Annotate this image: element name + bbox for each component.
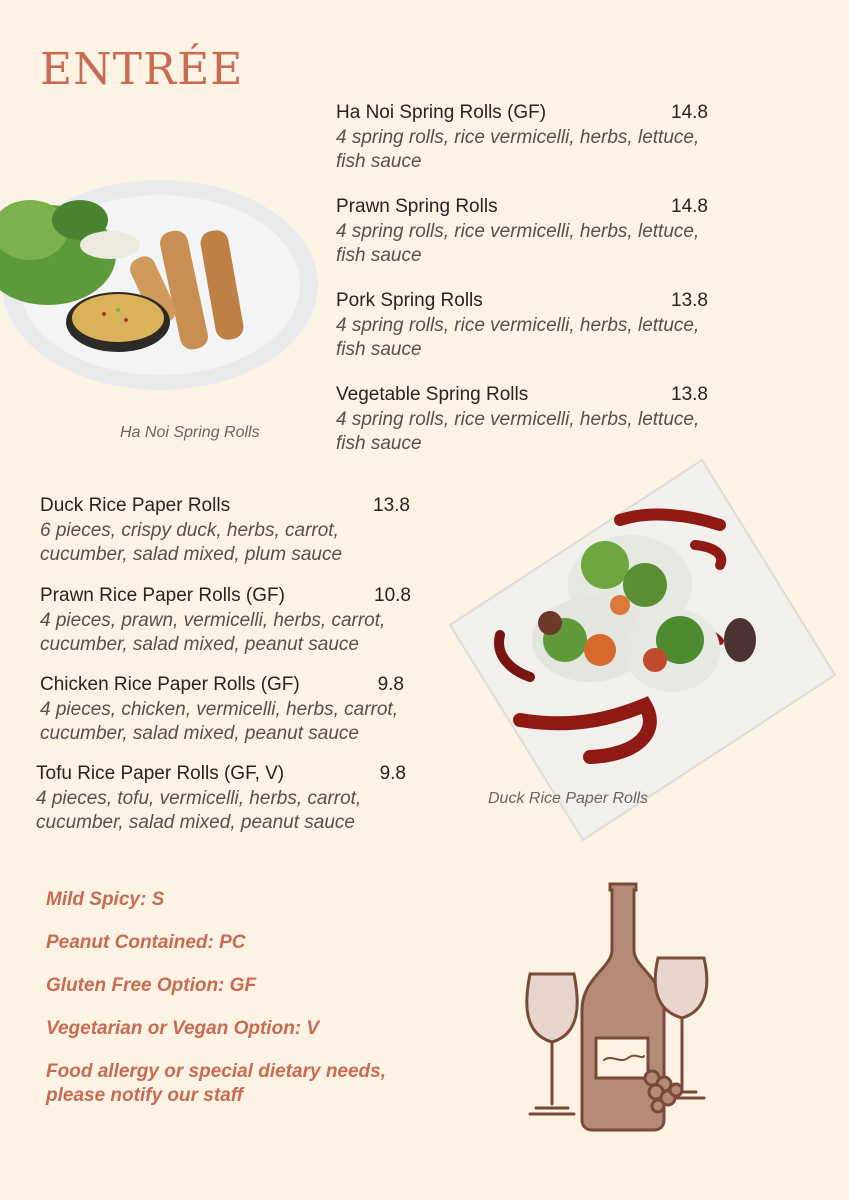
item-name: Prawn Rice Paper Rolls (GF) xyxy=(40,585,285,606)
menu-item xyxy=(40,673,404,746)
item-description: 4 pieces, prawn, vermicelli, herbs, carrot, cucumber, salad mixed, peanut sauce xyxy=(40,610,386,655)
item-name: Pork Spring Rolls xyxy=(336,290,483,311)
spring-rolls-caption: Ha Noi Spring Rolls xyxy=(120,424,260,441)
note-mild-spicy: Mild Spicy: S xyxy=(46,889,165,910)
rice-paper-caption: Duck Rice Paper Rolls xyxy=(488,790,649,807)
item-price: 13.8 xyxy=(671,290,708,311)
menu-item xyxy=(336,289,708,362)
rice-paper-rolls-image xyxy=(440,455,845,845)
item-name: Duck Rice Paper Rolls xyxy=(40,495,231,516)
item-name: Prawn Spring Rolls xyxy=(336,196,498,217)
item-name: Chicken Rice Paper Rolls (GF) xyxy=(40,674,300,695)
menu-item xyxy=(36,762,406,835)
note-vegetarian: Vegetarian or Vegan Option: V xyxy=(46,1018,320,1039)
spring-rolls-plate-image xyxy=(0,160,330,400)
item-description: 4 spring rolls, rice vermicelli, herbs, lettuce, fish sauce xyxy=(336,127,700,172)
item-description: 6 pieces, crispy duck, herbs, carrot, cucumber, salad mixed, plum sauce xyxy=(40,520,343,565)
item-description: 4 spring rolls, rice vermicelli, herbs, lettuce, fish sauce xyxy=(336,409,700,454)
item-price: 10.8 xyxy=(374,585,411,606)
dietary-notes xyxy=(46,888,396,1127)
note-allergy: Food allergy or special dietary needs, please notify our staff xyxy=(46,1061,387,1106)
menu-item xyxy=(336,195,708,268)
item-description: 4 spring rolls, rice vermicelli, herbs, lettuce, fish sauce xyxy=(336,221,700,266)
item-description: 4 pieces, tofu, vermicelli, herbs, carrot, cucumber, salad mixed, peanut sauce xyxy=(36,788,362,833)
note-gluten-free: Gluten Free Option: GF xyxy=(46,975,257,996)
note-peanut: Peanut Contained: PC xyxy=(46,932,246,953)
item-name: Tofu Rice Paper Rolls (GF, V) xyxy=(36,763,285,784)
wine-bottle-glasses-icon xyxy=(500,878,720,1138)
item-description: 4 pieces, chicken, vermicelli, herbs, carrot, cucumber, salad mixed, peanut sauce xyxy=(40,699,398,744)
page-title: ENTRÉE xyxy=(40,44,244,95)
item-price: 13.8 xyxy=(373,495,410,516)
item-price: 14.8 xyxy=(671,196,708,217)
item-name: Vegetable Spring Rolls xyxy=(336,384,529,405)
item-price: 9.8 xyxy=(377,674,404,695)
item-price: 9.8 xyxy=(379,763,406,784)
item-price: 14.8 xyxy=(671,102,708,123)
item-description: 4 spring rolls, rice vermicelli, herbs, lettuce, fish sauce xyxy=(336,315,700,360)
item-price: 13.8 xyxy=(671,384,708,405)
menu-item xyxy=(336,101,708,174)
menu-item xyxy=(336,383,708,456)
menu-item xyxy=(40,494,410,567)
item-name: Ha Noi Spring Rolls (GF) xyxy=(336,102,547,123)
menu-item xyxy=(40,584,411,657)
